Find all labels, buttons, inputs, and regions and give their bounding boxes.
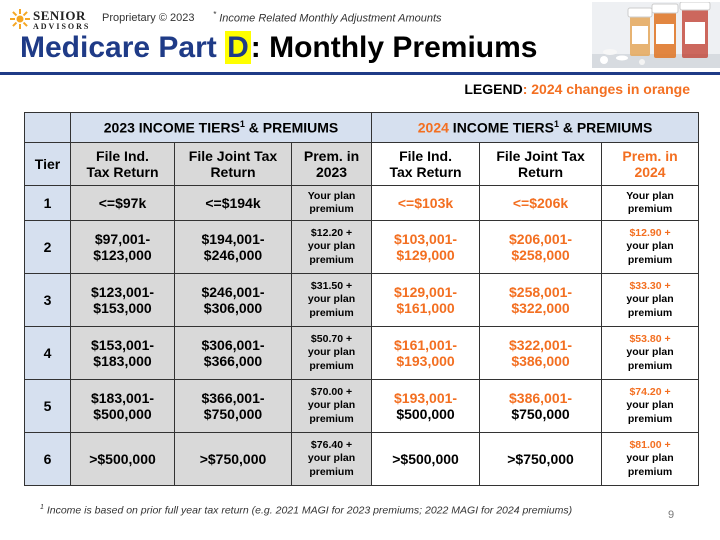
cell-line: $386,001- xyxy=(509,389,573,406)
group-header-2024 xyxy=(372,113,699,143)
cell-line: premium xyxy=(627,465,673,478)
cell-line: $500,000 xyxy=(396,406,455,422)
footnote-text: Income is based on prior full year tax return (e.g. 2021 MAGI for 2023 premiums; 2022 MAGI for 2024 premiums) xyxy=(43,504,573,517)
cell-tier: 4 xyxy=(25,327,71,380)
cell-prem-2023 xyxy=(292,433,372,486)
cell-joint-2024 xyxy=(480,221,602,274)
cell-line: $258,000 xyxy=(511,247,570,263)
group-2023-sup: 1 xyxy=(239,119,245,130)
cell-joint-2024 xyxy=(480,186,602,221)
col-header-line: File Ind. xyxy=(399,147,452,164)
cell-line: $750,000 xyxy=(203,406,263,422)
col-header-line: Return xyxy=(517,164,564,180)
legend xyxy=(464,81,690,97)
table-row xyxy=(25,433,699,486)
cell-line: premium xyxy=(309,359,354,372)
cell-line: $81.00 + xyxy=(629,439,671,452)
cell-prem-2023 xyxy=(292,221,372,274)
cell-line: premium xyxy=(309,306,354,319)
column-header-row xyxy=(25,143,699,186)
cell-prem-2024 xyxy=(602,327,699,380)
income-footnote xyxy=(40,504,572,517)
brand-name: SENIOR xyxy=(33,8,86,23)
group-2023-text: 2023 INCOME TIERS xyxy=(103,119,240,136)
col-header-prem-2024 xyxy=(602,143,699,186)
cell-ind-2024 xyxy=(372,433,480,486)
group-header-row xyxy=(25,113,699,143)
cell-line: premium xyxy=(309,412,354,425)
cell-prem-2023 xyxy=(292,327,372,380)
title-prefix: Medicare Part xyxy=(20,31,226,64)
cell-ind-2023 xyxy=(71,433,175,486)
cell-line: $386,000 xyxy=(511,353,570,369)
cell-tier: 6 xyxy=(25,433,71,486)
cell-prem-2024 xyxy=(602,433,699,486)
cell-joint-2024 xyxy=(480,380,602,433)
group-2024-year: 2024 xyxy=(417,119,449,136)
col-header-line: File Joint Tax xyxy=(188,147,278,164)
cell-line: premium xyxy=(627,203,673,215)
cell-joint-2024 xyxy=(480,327,602,380)
cell-line: premium xyxy=(309,465,354,478)
cell-joint-2023 xyxy=(175,274,292,327)
cell-line: Your plan xyxy=(626,189,674,202)
cell-line: Your plan xyxy=(307,189,356,202)
group-2023-tail: & PREMIUMS xyxy=(244,119,339,136)
cell-line: $246,000 xyxy=(203,247,263,263)
table-row xyxy=(25,274,699,327)
legend-label: LEGEND xyxy=(464,81,523,97)
cell-line: <=$206k xyxy=(512,194,569,211)
cell-ind-2024 xyxy=(372,274,480,327)
cell-line: $193,001- xyxy=(394,389,458,406)
cell-line: premium xyxy=(627,306,673,319)
cell-joint-2023 xyxy=(175,380,292,433)
sun-logo-icon xyxy=(10,9,30,29)
cell-line: >$500,000 xyxy=(392,450,459,467)
cell-joint-2023 xyxy=(175,186,292,221)
cell-prem-2024 xyxy=(602,380,699,433)
col-header-line: Prem. in xyxy=(622,147,678,164)
brand-subname: ADVISORS xyxy=(33,22,91,31)
cell-ind-2024 xyxy=(372,186,480,221)
cell-tier: 5 xyxy=(25,380,71,433)
proprietary-notice: Proprietary © 2023 xyxy=(102,12,195,24)
col-header-line: Tax Return xyxy=(389,164,462,180)
cell-joint-2024 xyxy=(480,274,602,327)
cell-line: $246,001- xyxy=(201,283,265,300)
cell-line: $129,001- xyxy=(394,283,458,300)
cell-ind-2023 xyxy=(71,380,175,433)
col-header-line: File Ind. xyxy=(96,147,149,164)
cell-line: $129,000 xyxy=(396,247,455,263)
col-header-line: 2024 xyxy=(634,164,666,180)
irmaa-note xyxy=(213,10,442,25)
cell-line: $12.20 + xyxy=(310,227,353,240)
cell-line: <=$97k xyxy=(98,194,147,211)
cell-prem-2024 xyxy=(602,186,699,221)
cell-line: $153,001- xyxy=(90,336,155,353)
cell-ind-2023 xyxy=(71,221,175,274)
cell-ind-2024 xyxy=(372,327,480,380)
cell-line: $50.70 + xyxy=(310,333,353,346)
cell-line: your plan xyxy=(307,452,356,465)
cell-line: premium xyxy=(627,359,673,372)
cell-prem-2023 xyxy=(292,186,372,221)
cell-line: $366,001- xyxy=(201,389,265,406)
cell-line: your plan xyxy=(307,346,356,359)
cell-line: $33.30 + xyxy=(629,280,671,293)
cell-line: your plan xyxy=(307,240,356,253)
cell-line: your plan xyxy=(626,293,674,306)
cell-line: <=$194k xyxy=(205,194,261,211)
col-header-line: Prem. in xyxy=(303,147,360,164)
cell-line: $194,001- xyxy=(201,230,265,247)
col-header-ind-2024 xyxy=(372,143,480,186)
cell-line: $123,000 xyxy=(93,247,152,263)
cell-prem-2023 xyxy=(292,380,372,433)
cell-line: your plan xyxy=(626,240,674,253)
cell-line: $183,000 xyxy=(93,353,152,369)
cell-line: $76.40 + xyxy=(310,439,353,452)
col-header-line: Tax Return xyxy=(86,164,159,180)
legend-text: : 2024 changes in orange xyxy=(522,81,690,97)
cell-line: $206,001- xyxy=(509,230,573,247)
cell-line: >$500,000 xyxy=(89,450,156,467)
cell-line: <=$103k xyxy=(397,194,454,211)
pill-bottles-photo xyxy=(592,2,720,68)
cell-line: premium xyxy=(309,253,354,266)
cell-line: $153,000 xyxy=(93,300,152,316)
cell-line: $193,000 xyxy=(396,353,455,369)
pill-bottles-image xyxy=(592,2,720,68)
cell-line: $31.50 + xyxy=(310,280,353,293)
cell-line: $161,001- xyxy=(394,336,458,353)
group-2024-sup: 1 xyxy=(553,119,559,130)
cell-line: premium xyxy=(627,412,673,425)
cell-line: $103,001- xyxy=(394,230,458,247)
senior-advisors-logo xyxy=(10,7,100,33)
table-row xyxy=(25,221,699,274)
cell-line: $161,000 xyxy=(396,300,455,316)
table-row xyxy=(25,380,699,433)
cell-line: $500,000 xyxy=(93,406,152,422)
cell-line: >$750,000 xyxy=(507,450,574,467)
cell-ind-2023 xyxy=(71,274,175,327)
tier-rows xyxy=(25,186,699,486)
col-header-prem-2023 xyxy=(292,143,372,186)
corner-cell xyxy=(25,113,71,143)
cell-joint-2023 xyxy=(175,327,292,380)
cell-line: premium xyxy=(309,203,354,215)
cell-line: $74.20 + xyxy=(629,386,671,399)
col-header-joint-2024 xyxy=(480,143,602,186)
cell-line: $12.90 + xyxy=(629,227,671,240)
cell-line: >$750,000 xyxy=(199,450,267,467)
cell-tier: 3 xyxy=(25,274,71,327)
cell-line: $123,001- xyxy=(90,283,155,300)
cell-prem-2024 xyxy=(602,221,699,274)
title-suffix: : Monthly Premiums xyxy=(250,31,538,64)
col-header-ind-2023 xyxy=(71,143,175,186)
title-highlight: D xyxy=(227,31,249,64)
cell-line: $306,000 xyxy=(203,300,263,316)
cell-joint-2023 xyxy=(175,221,292,274)
col-header-tier: Tier xyxy=(25,143,71,186)
cell-line: $306,001- xyxy=(201,336,265,353)
cell-line: $750,000 xyxy=(511,406,570,422)
col-header-line: File Joint Tax xyxy=(496,147,585,164)
col-header-line: 2023 xyxy=(315,164,348,180)
table-row xyxy=(25,186,699,221)
cell-line: $53.80 + xyxy=(629,333,671,346)
cell-line: $322,001- xyxy=(509,336,573,353)
cell-prem-2024 xyxy=(602,274,699,327)
title-divider xyxy=(0,72,720,75)
cell-tier: 2 xyxy=(25,221,71,274)
cell-line: premium xyxy=(627,253,673,266)
page-number: 9 xyxy=(668,509,675,521)
group-2024-text: INCOME TIERS xyxy=(448,119,554,136)
col-header-joint-2023 xyxy=(175,143,292,186)
cell-joint-2023 xyxy=(175,433,292,486)
cell-line: your plan xyxy=(626,399,674,412)
page-title xyxy=(20,31,537,65)
cell-line: $366,000 xyxy=(203,353,263,369)
cell-ind-2024 xyxy=(372,221,480,274)
cell-joint-2024 xyxy=(480,433,602,486)
cell-ind-2023 xyxy=(71,186,175,221)
asterisk-marker: * xyxy=(213,10,217,19)
cell-line: $70.00 + xyxy=(310,386,353,399)
irmaa-note-text: Income Related Monthly Adjustment Amounts xyxy=(219,12,442,25)
cell-prem-2023 xyxy=(292,274,372,327)
group-2024-tail: & PREMIUMS xyxy=(558,119,653,136)
cell-line: your plan xyxy=(626,452,674,465)
cell-line: your plan xyxy=(307,293,356,306)
cell-line: $258,001- xyxy=(509,283,573,300)
col-header-line: Return xyxy=(210,164,256,180)
cell-line: $322,000 xyxy=(511,300,570,316)
cell-line: your plan xyxy=(307,399,356,412)
footnote-marker: 1 xyxy=(40,504,44,511)
cell-ind-2024 xyxy=(372,380,480,433)
premiums-table xyxy=(24,112,699,486)
table-row xyxy=(25,327,699,380)
cell-line: your plan xyxy=(626,346,674,359)
cell-tier: 1 xyxy=(25,186,71,221)
cell-line: $97,001- xyxy=(94,230,151,247)
cell-ind-2023 xyxy=(71,327,175,380)
cell-line: $183,001- xyxy=(90,389,155,406)
group-header-2023 xyxy=(71,113,372,143)
